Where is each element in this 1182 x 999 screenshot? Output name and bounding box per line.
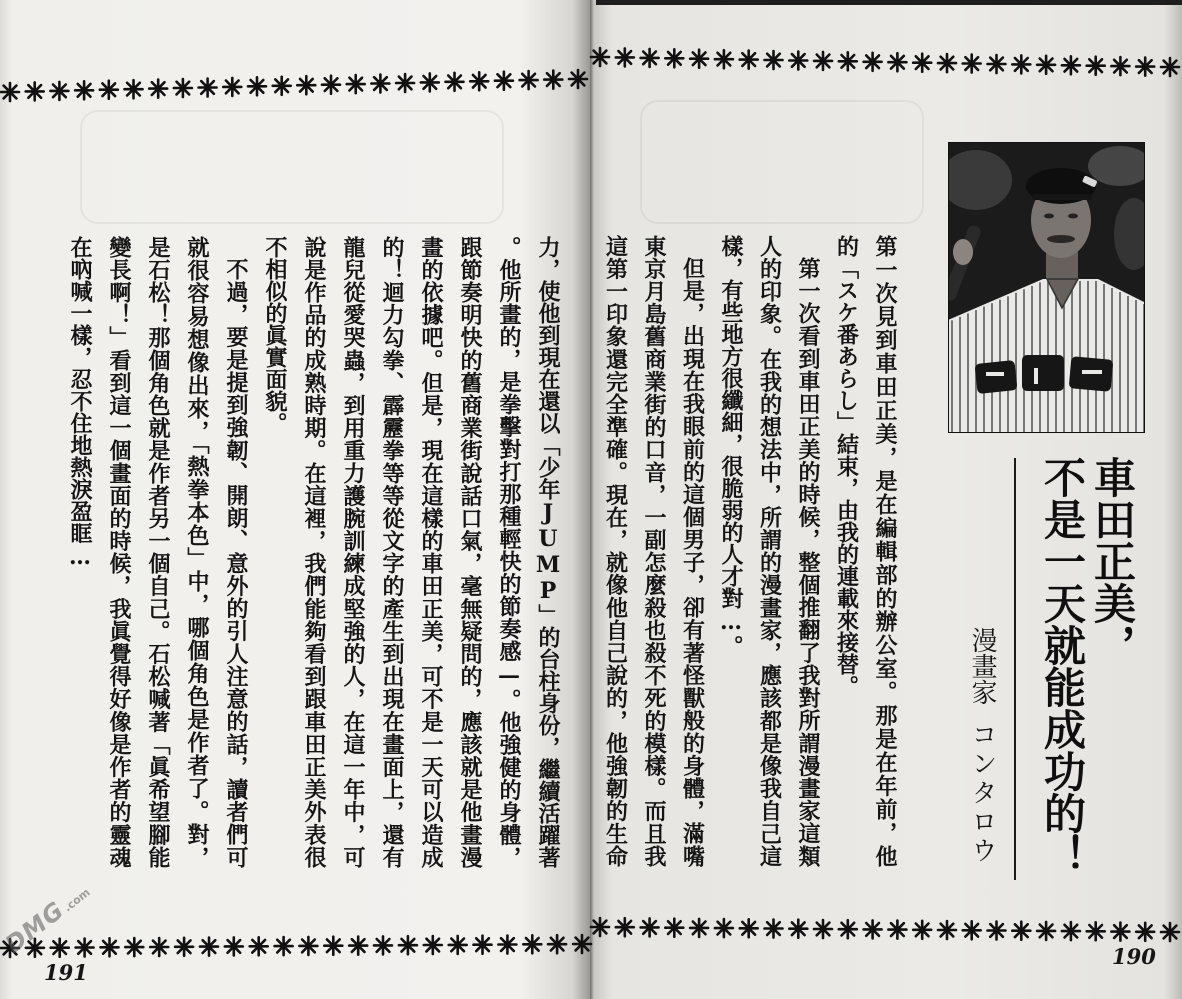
asterisk-ornament [740, 919, 758, 937]
author-name: コンタロウ [967, 721, 997, 866]
asterisk-ornament [125, 938, 143, 956]
asterisk-ornament [26, 82, 44, 100]
asterisk-ornament [273, 77, 291, 95]
asterisk-ornament [449, 936, 467, 954]
asterisk-ornament [715, 919, 733, 937]
asterisk-ornament [1037, 922, 1055, 940]
asterisk-ornament [174, 79, 192, 97]
body-line: 第一次看到車田正美的時候，整個推翻了我對所謂漫畫家這類 [795, 257, 821, 867]
asterisk-ornament [498, 936, 516, 954]
person-eye [1044, 214, 1054, 219]
asterisk-ornament [347, 75, 365, 93]
asterisk-ornament [523, 935, 541, 953]
person-mustache [1047, 235, 1075, 243]
asterisk-ornament [1, 83, 19, 101]
asterisk-ornament [740, 51, 758, 69]
asterisk-ornament [544, 71, 562, 89]
watermark-suffix: .com [61, 885, 93, 915]
body-line: 第一次見到車田正美，是在編輯部的辦公室。那是在年前，他 [872, 235, 898, 867]
asterisk-ornament [100, 81, 118, 99]
asterisk-ornament [322, 76, 340, 94]
asterisk-ornament [150, 938, 168, 956]
left-page-body-text [60, 236, 567, 868]
asterisk-ornament [888, 921, 906, 939]
asterisk-ornament [938, 921, 956, 939]
asterisk-ornament [374, 936, 392, 954]
asterisk-ornament [641, 49, 659, 67]
asterisk-ornament [963, 921, 981, 939]
body-line: 。他所畫的，是拳擊對打那種輕快的節奏感—。他強健的身體， [496, 236, 522, 868]
asterisk-ornament [616, 48, 634, 66]
asterisk-ornament [765, 51, 783, 69]
asterisk-ornament [1136, 923, 1154, 941]
asterisk-ornament [396, 74, 414, 92]
asterisk-ornament [616, 918, 634, 936]
asterisk-ornament [297, 76, 315, 94]
asterisk-ornament [371, 75, 389, 93]
author-byline [962, 627, 1002, 887]
asterisk-ornament [1062, 922, 1080, 940]
page-number-right: 190 [1112, 944, 1156, 969]
body-line: 跟節奏明快的舊商業街說話口氣，毫無疑問的，應該就是他畫漫 [457, 236, 483, 868]
body-line: 這第一印象還完全準確。現在，就像他自己說的，他強韌的生命 [602, 235, 629, 867]
asterisk-ornament [913, 921, 931, 939]
asterisk-ornament [569, 70, 587, 88]
asterisk-ornament [175, 938, 193, 956]
page-number-left: 191 [44, 960, 88, 985]
author-role: 漫畫家 [967, 627, 997, 705]
asterisk-ornament [690, 919, 708, 937]
asterisk-ornament [839, 920, 857, 938]
asterisk-ornament [1062, 56, 1080, 74]
body-line: 人的印象。在我的想法中，所謂的漫畫家，應該都是像我自己這 [756, 235, 783, 867]
asterisk-ornament [1111, 923, 1129, 941]
top-right-border [591, 48, 1179, 76]
asterisk-ornament [223, 78, 241, 96]
asterisk-ornament [888, 53, 906, 71]
asterisk-ornament [864, 920, 882, 938]
asterisk-ornament [75, 81, 93, 99]
asterisk-ornament [1037, 56, 1055, 74]
asterisk-ornament [963, 55, 981, 73]
asterisk-ornament [641, 918, 659, 936]
right-page-body-text [596, 235, 904, 867]
body-line: 在吶喊一樣，忍不住地熱淚盈眶… [67, 236, 93, 570]
body-line: 不相似的眞實面貌。 [262, 236, 288, 434]
article-title [1037, 456, 1137, 886]
asterisk-ornament [690, 50, 708, 68]
author-photo [948, 142, 1145, 433]
title-divider-rule [1014, 458, 1016, 880]
person-eye [1068, 214, 1078, 219]
asterisk-ornament [765, 920, 783, 938]
body-line: 但是，出現在我眼前的這個男子，卻有著怪獸般的身體，滿嘴 [679, 257, 706, 867]
asterisk-ornament [470, 72, 488, 90]
asterisk-ornament [495, 72, 513, 90]
asterisk-ornament [125, 80, 143, 98]
asterisk-ornament [1012, 922, 1030, 940]
title-line-1: 車田正美， [1088, 456, 1137, 666]
asterisk-ornament [839, 52, 857, 70]
asterisk-ornament [591, 48, 609, 66]
asterisk-ornament [548, 935, 566, 953]
asterisk-ornament [665, 919, 683, 937]
body-line: 的！迴力勾拳、霹靂拳等等從文字的產生到出現在畫面上，還有 [379, 236, 405, 868]
asterisk-ornament [250, 937, 268, 955]
body-line: 樣，有些地方很纖細，很脆弱的人才對…。 [718, 235, 744, 657]
body-line: 是石松！那個角色就是作者另一個自己。石松喊著「眞希望腳能 [145, 236, 171, 868]
asterisk-ornament [789, 920, 807, 938]
asterisk-ornament [591, 918, 609, 936]
asterisk-ornament [988, 922, 1006, 940]
body-line: 力，使他到現在還以「少年JUMP」的台柱身份，繼續活躍著 [535, 236, 561, 868]
asterisk-ornament [1161, 923, 1179, 941]
body-line: 就很容易想像出來，「熱拳本色」中，哪個角色是作者了。對， [184, 236, 210, 868]
body-line: 畫的依據吧。但是，現在這樣的車田正美，可不是一天可以造成 [418, 236, 444, 868]
asterisk-ornament [424, 936, 442, 954]
asterisk-ornament [421, 73, 439, 91]
asterisk-ornament [715, 50, 733, 68]
asterisk-ornament [1111, 57, 1129, 75]
top-left-border [1, 70, 587, 101]
asterisk-ornament [913, 54, 931, 72]
asterisk-ornament [225, 937, 243, 955]
asterisk-ornament [474, 936, 492, 954]
body-line: 說是作品的成熟時期。在這裡，我們能夠看到跟車田正美外表很 [301, 236, 327, 868]
body-line: 東京月島舊商業街的口音，一副怎麼殺也殺不死的模樣。而且我 [641, 235, 667, 867]
asterisk-ornament [324, 937, 342, 955]
asterisk-ornament [200, 938, 218, 956]
asterisk-ornament [1087, 57, 1105, 75]
asterisk-ornament [814, 52, 832, 70]
asterisk-ornament [149, 80, 167, 98]
asterisk-ornament [573, 935, 591, 953]
asterisk-ornament [520, 71, 538, 89]
asterisk-ornament [248, 77, 266, 95]
asterisk-ornament [1136, 58, 1154, 76]
asterisk-ornament [864, 53, 882, 71]
asterisk-ornament [399, 936, 417, 954]
person-cap-brim [1032, 194, 1092, 200]
asterisk-ornament [275, 937, 293, 955]
person-hand [953, 239, 973, 265]
asterisk-ornament [50, 82, 68, 100]
body-line: 的「スケ番あらし」結束，由我的連載來接替。 [833, 235, 860, 697]
asterisk-ornament [789, 52, 807, 70]
asterisk-ornament [199, 79, 217, 97]
asterisk-ornament [349, 937, 367, 955]
asterisk-ornament [1161, 58, 1179, 76]
asterisk-ornament [1012, 55, 1030, 73]
body-line: 龍兒從愛哭蟲，到用重力護腕訓練成堅強的人，在這一年中，可 [340, 236, 366, 868]
asterisk-ornament [938, 54, 956, 72]
body-line: 變長啊！」看到這一個畫面的時候，我眞覺得好像是作者的靈魂 [106, 236, 132, 868]
asterisk-ornament [814, 920, 832, 938]
body-line: 不過，要是提到強韌、開朗、意外的引人注意的話，讀者們可 [223, 258, 249, 868]
asterisk-ornament [446, 73, 464, 91]
title-line-2: 不是一天就能成功的！ [1038, 456, 1087, 876]
asterisk-ornament [1087, 922, 1105, 940]
bottom-right-border [591, 918, 1179, 941]
asterisk-ornament [299, 937, 317, 955]
asterisk-ornament [665, 49, 683, 67]
watermark-text: DMG [0, 895, 70, 959]
asterisk-ornament [988, 55, 1006, 73]
